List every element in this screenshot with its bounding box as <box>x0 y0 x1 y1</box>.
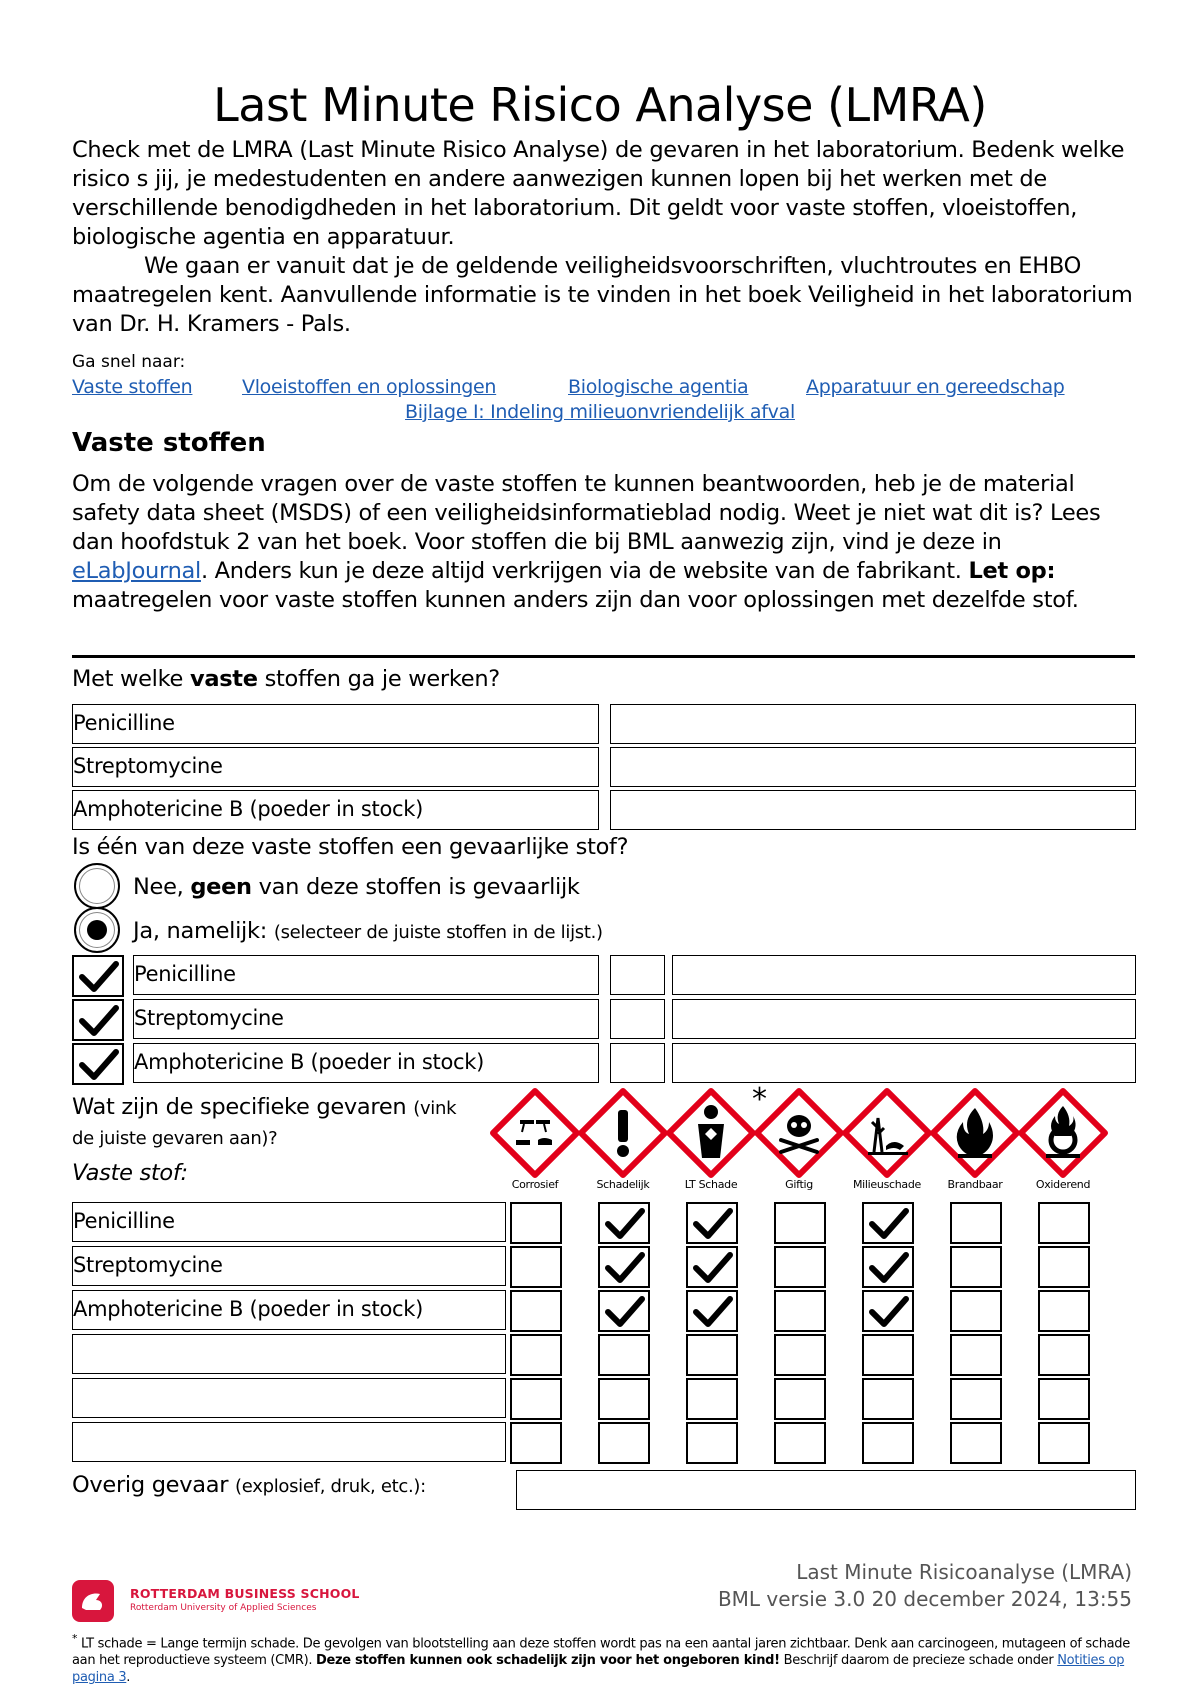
q4-hint: (explosief, druk, etc.): <box>235 1476 426 1497</box>
checkmark-icon <box>868 1206 910 1242</box>
hazard-checkbox[interactable] <box>510 1334 562 1376</box>
checkmark-icon <box>692 1250 734 1286</box>
q3-hint2: de juiste gevaren aan)? <box>72 1128 278 1149</box>
question-specific-hazards <box>72 1094 456 1120</box>
nav-link-vloeistoffen[interactable]: Vloeistoffen en oplossingen <box>242 376 497 398</box>
footnote-end: . <box>126 1670 131 1686</box>
hazard-substance-field[interactable] <box>72 1422 506 1462</box>
goto-label: Ga snel naar: <box>72 352 186 372</box>
hazard-checkbox[interactable] <box>1038 1246 1090 1288</box>
hazard-checkbox[interactable] <box>1038 1334 1090 1376</box>
hazard-checkbox[interactable] <box>774 1202 826 1244</box>
q3-hint1: (vink <box>413 1098 457 1119</box>
hazard-checkbox[interactable] <box>510 1422 562 1464</box>
health-hazard-icon <box>666 1088 756 1178</box>
radio-no-pre: Nee, <box>133 874 191 900</box>
flame-icon <box>930 1088 1020 1178</box>
hazard-checkbox[interactable] <box>862 1422 914 1464</box>
hazard-checkbox[interactable] <box>1038 1202 1090 1244</box>
q1-post: stoffen ga je werken? <box>257 666 500 692</box>
logo-subtitle: Rotterdam University of Applied Sciences <box>130 1603 317 1613</box>
danger-substance-field[interactable]: Streptomycine <box>133 999 599 1039</box>
pictogram-label: Schadelijk <box>596 1178 650 1191</box>
radio-yes-selected-dot <box>87 920 107 940</box>
substance-input-1[interactable]: Penicilline <box>72 704 599 744</box>
footnote-bold: Deze stoffen kunnen ook schadelijk zijn voor het ongeboren kind! <box>316 1653 780 1669</box>
footnote-star: * <box>72 1632 78 1645</box>
section-text-a: Om de volgende vragen over de vaste stoffen te kunnen beantwoorden, heb je de material safety data sheet (MSDS) of een veiligheidsinformatieblad nodig. Weet je niet wat dit is? Lees dan hoofdstuk 2 van het boek. Voor stoffen die bij BML aanwezig zijn, vind je deze in <box>72 471 1101 555</box>
nav-row-2 <box>0 401 1200 423</box>
substance-input-3[interactable]: Amphotericine B (poeder in stock) <box>72 790 599 830</box>
radio-yes-label <box>133 918 603 944</box>
hazard-checkbox[interactable] <box>862 1378 914 1420</box>
intro-paragraph-1: Check met de LMRA (Last Minute Risico Analyse) de gevaren in het laboratorium. Bedenk welke risico s jij, je medestudenten en andere aanwezigen kunnen lopen bij het werken met de verschillende benodigdheden in het laboratorium. Dit geldt voor vaste stoffen, vloeistoffen, biologische agentia en apparatuur. <box>72 137 1125 250</box>
radio-yes-hint: (selecteer de juiste stoffen in de lijst.) <box>273 922 603 943</box>
danger-small-field[interactable] <box>610 955 665 995</box>
footnote-text-b: Beschrijf daarom de precieze schade onder <box>779 1653 1058 1669</box>
checkmark-icon <box>604 1206 646 1242</box>
hazard-checkbox[interactable] <box>598 1290 650 1332</box>
radio-no[interactable] <box>74 863 120 909</box>
hazard-checkbox[interactable] <box>686 1422 738 1464</box>
hazard-checkbox[interactable] <box>598 1246 650 1288</box>
hazard-checkbox[interactable] <box>950 1290 1002 1332</box>
hazard-checkbox[interactable] <box>862 1246 914 1288</box>
hazard-checkbox[interactable] <box>510 1290 562 1332</box>
other-hazard-input[interactable] <box>516 1470 1136 1510</box>
footnote-text-a: LT schade = Lange termijn schade. De gevolgen van blootstelling aan deze stoffen wordt pas na een aantal jaren zichtbaar. Denk aan carcinogeen, mutageen of schade aan het reproductieve systeem (CMR). <box>72 1636 1130 1669</box>
hazard-checkbox[interactable] <box>686 1290 738 1332</box>
hazard-checkbox[interactable] <box>1038 1422 1090 1464</box>
radio-no-bold: geen <box>190 874 252 900</box>
danger-substance-field[interactable]: Penicilline <box>133 955 599 995</box>
hazard-checkbox[interactable] <box>950 1422 1002 1464</box>
pictogram-label: LT Schade <box>684 1178 738 1191</box>
question-other-hazard <box>72 1472 426 1498</box>
radio-no-post: van deze stoffen is gevaarlijk <box>251 874 580 900</box>
hazard-checkbox[interactable] <box>950 1334 1002 1376</box>
hazard-checkbox[interactable] <box>510 1246 562 1288</box>
danger-checkbox[interactable] <box>72 1043 124 1085</box>
substance-input-2b[interactable] <box>610 747 1136 787</box>
hazard-checkbox[interactable] <box>510 1378 562 1420</box>
danger-small-field[interactable] <box>610 1043 665 1083</box>
checkmark-icon <box>604 1250 646 1286</box>
logo-name: ROTTERDAM BUSINESS SCHOOL <box>130 1586 360 1601</box>
radio-no-label <box>133 874 580 900</box>
hazard-checkbox[interactable] <box>950 1246 1002 1288</box>
hazard-checkbox[interactable] <box>862 1334 914 1376</box>
hazard-checkbox[interactable] <box>862 1202 914 1244</box>
section-heading: Vaste stoffen <box>72 428 266 458</box>
hazard-substance-field[interactable] <box>72 1334 506 1374</box>
nav-link-biologische-agentia[interactable]: Biologische agentia <box>568 376 749 398</box>
checkmark-icon <box>868 1294 910 1330</box>
pictogram-label: Oxiderend <box>1035 1178 1091 1191</box>
substance-input-3b[interactable] <box>610 790 1136 830</box>
q1-pre: Met welke <box>72 666 190 692</box>
section-divider <box>72 655 1135 658</box>
checkmark-icon <box>604 1294 646 1330</box>
q4-main: Overig gevaar <box>72 1472 236 1498</box>
substance-input-2[interactable]: Streptomycine <box>72 747 599 787</box>
danger-extra-field[interactable] <box>672 955 1136 995</box>
section-text-c: maatregelen voor vaste stoffen kunnen anders zijn dan voor oplossingen met dezelfde stof. <box>72 587 1079 613</box>
radio-yes[interactable] <box>74 907 120 953</box>
danger-checkbox[interactable] <box>72 999 124 1041</box>
hazard-checkbox[interactable] <box>774 1422 826 1464</box>
pictogram-label: Brandbaar <box>947 1178 1003 1191</box>
elabjournal-link[interactable]: eLabJournal <box>72 558 201 584</box>
hazard-checkbox[interactable] <box>598 1202 650 1244</box>
hazard-substance-field[interactable]: Streptomycine <box>72 1246 506 1286</box>
checkmark-icon <box>868 1250 910 1286</box>
hazard-checkbox[interactable] <box>774 1246 826 1288</box>
pictogram-label: Giftig <box>785 1178 813 1191</box>
checkmark-icon <box>78 1003 120 1039</box>
notities-link[interactable]: Notities op pagina 3 <box>72 1653 1125 1686</box>
hazard-checkbox[interactable] <box>598 1378 650 1420</box>
page-title: Last Minute Risico Analyse (LMRA) <box>213 78 987 132</box>
rbs-logo-icon <box>72 1580 114 1622</box>
hazard-substance-field[interactable] <box>72 1378 506 1418</box>
environment-icon <box>842 1088 932 1178</box>
pictogram-label: Milieuschade <box>852 1178 922 1191</box>
danger-small-field[interactable] <box>610 999 665 1039</box>
exclamation-icon <box>578 1088 668 1178</box>
pictogram-label: Corrosief <box>511 1178 559 1191</box>
corrosion-icon <box>490 1088 580 1178</box>
lt-schade-footnote-marker: * <box>752 1082 767 1117</box>
q1-bold: vaste <box>189 666 258 692</box>
nav-link-bijlage[interactable]: Bijlage I: Indeling milieuonvriendelijk afval <box>405 401 795 423</box>
hazard-checkbox[interactable] <box>598 1334 650 1376</box>
hazard-checkbox[interactable] <box>862 1290 914 1332</box>
hazard-checkbox[interactable] <box>1038 1290 1090 1332</box>
hazard-checkbox[interactable] <box>686 1378 738 1420</box>
danger-extra-field[interactable] <box>672 999 1136 1039</box>
section-text-b: . Anders kun je deze altijd verkrijgen via de website van de fabrikant. <box>200 558 969 584</box>
hazard-checkbox[interactable] <box>598 1422 650 1464</box>
checkmark-icon <box>692 1294 734 1330</box>
hazard-checkbox[interactable] <box>686 1246 738 1288</box>
danger-checkbox[interactable] <box>72 955 124 997</box>
question-dangerous: Is één van deze vaste stoffen een gevaarlijke stof? <box>72 834 629 860</box>
hazard-checkbox[interactable] <box>1038 1378 1090 1420</box>
intro-paragraph-2-text: We gaan er vanuit dat je de geldende veiligheidsvoorschriften, vluchtroutes en EHBO maatregelen kent. Aanvullende informatie is te vinden in het boek Veiligheid in het laboratorium van Dr. H. Kramers - Pals. <box>72 253 1133 337</box>
let-op-label: Let op: <box>968 558 1056 584</box>
hazard-checkbox[interactable] <box>686 1202 738 1244</box>
solid-substance-label: Vaste stof: <box>72 1160 188 1186</box>
hazard-checkbox[interactable] <box>774 1290 826 1332</box>
skull-icon <box>754 1088 844 1178</box>
checkmark-icon <box>78 1047 120 1083</box>
nav-link-vaste-stoffen[interactable]: Vaste stoffen <box>72 376 193 398</box>
intro-paragraph-2 <box>72 252 1142 339</box>
footer-title: Last Minute Risicoanalyse (LMRA) <box>796 1560 1132 1584</box>
danger-substance-field[interactable]: Amphotericine B (poeder in stock) <box>133 1043 599 1083</box>
footnote <box>72 1630 1142 1686</box>
hazard-substance-field[interactable]: Penicilline <box>72 1202 506 1242</box>
nav-link-apparatuur[interactable]: Apparatuur en gereedschap <box>806 376 1065 398</box>
substance-input-1b[interactable] <box>610 704 1136 744</box>
hazard-substance-field[interactable]: Amphotericine B (poeder in stock) <box>72 1290 506 1330</box>
hazard-checkbox[interactable] <box>950 1378 1002 1420</box>
question-which-substances <box>72 666 500 692</box>
hazard-checkbox[interactable] <box>510 1202 562 1244</box>
checkmark-icon <box>692 1206 734 1242</box>
question-specific-hazards-line2 <box>72 1124 277 1150</box>
section-paragraph <box>72 470 1142 615</box>
hazard-checkbox[interactable] <box>774 1378 826 1420</box>
danger-extra-field[interactable] <box>672 1043 1136 1083</box>
hazard-checkbox[interactable] <box>950 1202 1002 1244</box>
hazard-checkbox[interactable] <box>686 1334 738 1376</box>
checkmark-icon <box>78 959 120 995</box>
hazard-checkbox[interactable] <box>774 1334 826 1376</box>
radio-yes-main: Ja, namelijk: <box>133 918 274 944</box>
footer-version: BML versie 3.0 20 december 2024, 13:55 <box>717 1587 1132 1611</box>
flame-over-circle-icon <box>1018 1088 1108 1178</box>
q3-main: Wat zijn de specifieke gevaren <box>72 1094 414 1120</box>
